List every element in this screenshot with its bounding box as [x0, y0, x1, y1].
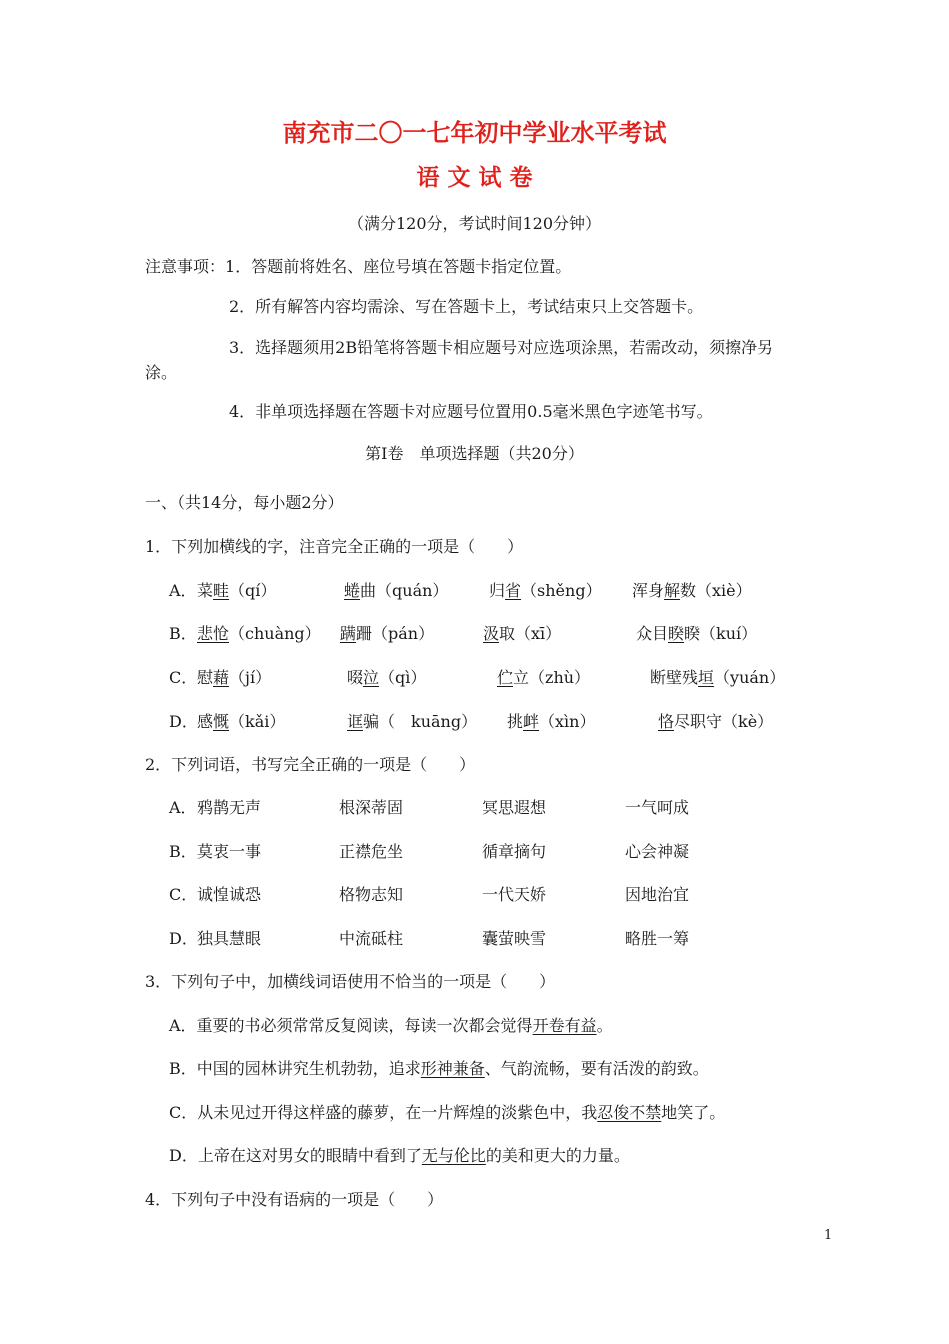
q1-option-d-item-4: 恪尽职守（kè）	[658, 712, 774, 731]
question-1-stem: 1．下列加横线的字，注音完全正确的一项是（ ）	[145, 537, 524, 556]
q2-option-c-word-1: 诚惶诚恐	[197, 885, 262, 904]
q3-option-b: B．中国的园林讲究生机勃勃，追求形神兼备、气韵流畅，要有活泼的韵致。	[169, 1059, 709, 1078]
q1-option-b-item-1: 悲怆（chuàng）	[197, 624, 321, 643]
part-heading: 一、（共14分，每小题2分）	[145, 493, 344, 512]
q2-option-a-label: A．	[169, 798, 197, 817]
q1-option-c-item-3: 伫立（zhù）	[497, 668, 591, 687]
exam-meta: （满分120分，考试时间120分钟）	[347, 214, 602, 233]
q2-option-d-word-3: 囊萤映雪	[482, 929, 547, 948]
notes-item-2: 2．所有解答内容均需涂、写在答题卡上，考试结束只上交答题卡。	[229, 297, 704, 316]
q2-option-a-word-2: 根深蒂固	[339, 798, 404, 817]
q2-option-c-word-4: 因地治宜	[625, 885, 690, 904]
q1-option-c-label: C．	[169, 668, 198, 687]
q1-option-b-item-3: 汲取（xī）	[483, 624, 562, 643]
notes-item-4: 4．非单项选择题在答题卡对应题号位置用0.5毫米黑色字迹笔书写。	[229, 402, 713, 421]
q2-option-b-word-3: 循章摘句	[482, 842, 547, 861]
q3-option-d: D．上帝在这对男女的眼睛中看到了无与伦比的美和更大的力量。	[169, 1146, 630, 1165]
exam-subtitle: 语 文 试 卷	[416, 165, 533, 191]
q1-option-b-item-4: 众目睽睽（kuí）	[636, 624, 758, 643]
page-number: 1	[824, 1228, 833, 1243]
q1-option-d-item-1: 感慨（kǎi）	[197, 712, 286, 731]
q1-option-c-item-2: 啜泣（qì）	[347, 668, 427, 687]
q2-option-b-word-2: 正襟危坐	[339, 842, 404, 861]
q2-option-d-label: D．	[169, 929, 198, 948]
q2-option-d-word-2: 中流砥柱	[339, 929, 404, 948]
q3-option-c: C．从未见过开得这样盛的藤萝，在一片辉煌的淡紫色中，我忍俊不禁地笑了。	[169, 1103, 726, 1122]
q2-option-a-word-4: 一气呵成	[625, 798, 690, 817]
question-3-stem: 3．下列句子中，加横线词语使用不恰当的一项是（ ）	[145, 972, 556, 991]
notes-item-1: 注意事项：1．答题前将姓名、座位号填在答题卡指定位置。	[145, 257, 572, 276]
q1-option-a-item-2: 蜷曲（quán）	[344, 581, 449, 600]
q2-option-d-word-1: 独具慧眼	[197, 929, 262, 948]
question-2-stem: 2．下列词语，书写完全正确的一项是（ ）	[145, 755, 476, 774]
q2-option-a-word-1: 鸦鹊无声	[197, 798, 262, 817]
exam-title: 南充市二〇一七年初中学业水平考试	[282, 119, 667, 147]
q1-option-c-item-4: 断壁残垣（yuán）	[650, 668, 786, 687]
q2-option-b-label: B．	[169, 842, 197, 861]
section-title: 第Ⅰ卷 单项选择题（共20分）	[365, 444, 584, 463]
q1-option-c-item-1: 慰藉（jí）	[197, 668, 272, 687]
q1-option-d-label: D．	[169, 712, 198, 731]
q2-option-b-word-1: 莫衷一事	[197, 842, 262, 861]
q3-option-a: A．重要的书必须常常反复阅读，每读一次都会觉得开卷有益。	[169, 1016, 613, 1035]
q1-option-d-item-2: 诓骗（ kuāng）	[347, 712, 478, 731]
q1-option-a-item-4: 浑身解数（xiè）	[632, 581, 752, 600]
q2-option-d-word-4: 略胜一筹	[625, 929, 690, 948]
q1-option-b-label: B．	[169, 624, 197, 643]
q2-option-c-word-3: 一代天娇	[482, 885, 547, 904]
notes-item-3: 3．选择题须用2B铅笔将答题卡相应题号对应选项涂黑，若需改动，须擦净另	[229, 338, 774, 357]
q2-option-c-word-2: 格物志知	[339, 885, 404, 904]
q2-option-b-word-4: 心会神凝	[625, 842, 690, 861]
q1-option-d-item-3: 挑衅（xìn）	[507, 712, 596, 731]
q2-option-c-label: C．	[169, 885, 198, 904]
question-4-stem: 4．下列句子中没有语病的一项是（ ）	[145, 1190, 444, 1209]
notes-item-3-cont: 涂。	[145, 363, 178, 382]
notes-label: 注意事项：	[145, 257, 226, 276]
q1-option-a-item-1: 菜畦（qí）	[197, 581, 277, 600]
q1-option-b-item-2: 蹒跚（pán）	[340, 624, 435, 643]
q1-option-a-item-3: 归省（shěng）	[489, 581, 602, 600]
q2-option-a-word-3: 冥思遐想	[482, 798, 547, 817]
q1-option-a-label: A．	[169, 581, 197, 600]
